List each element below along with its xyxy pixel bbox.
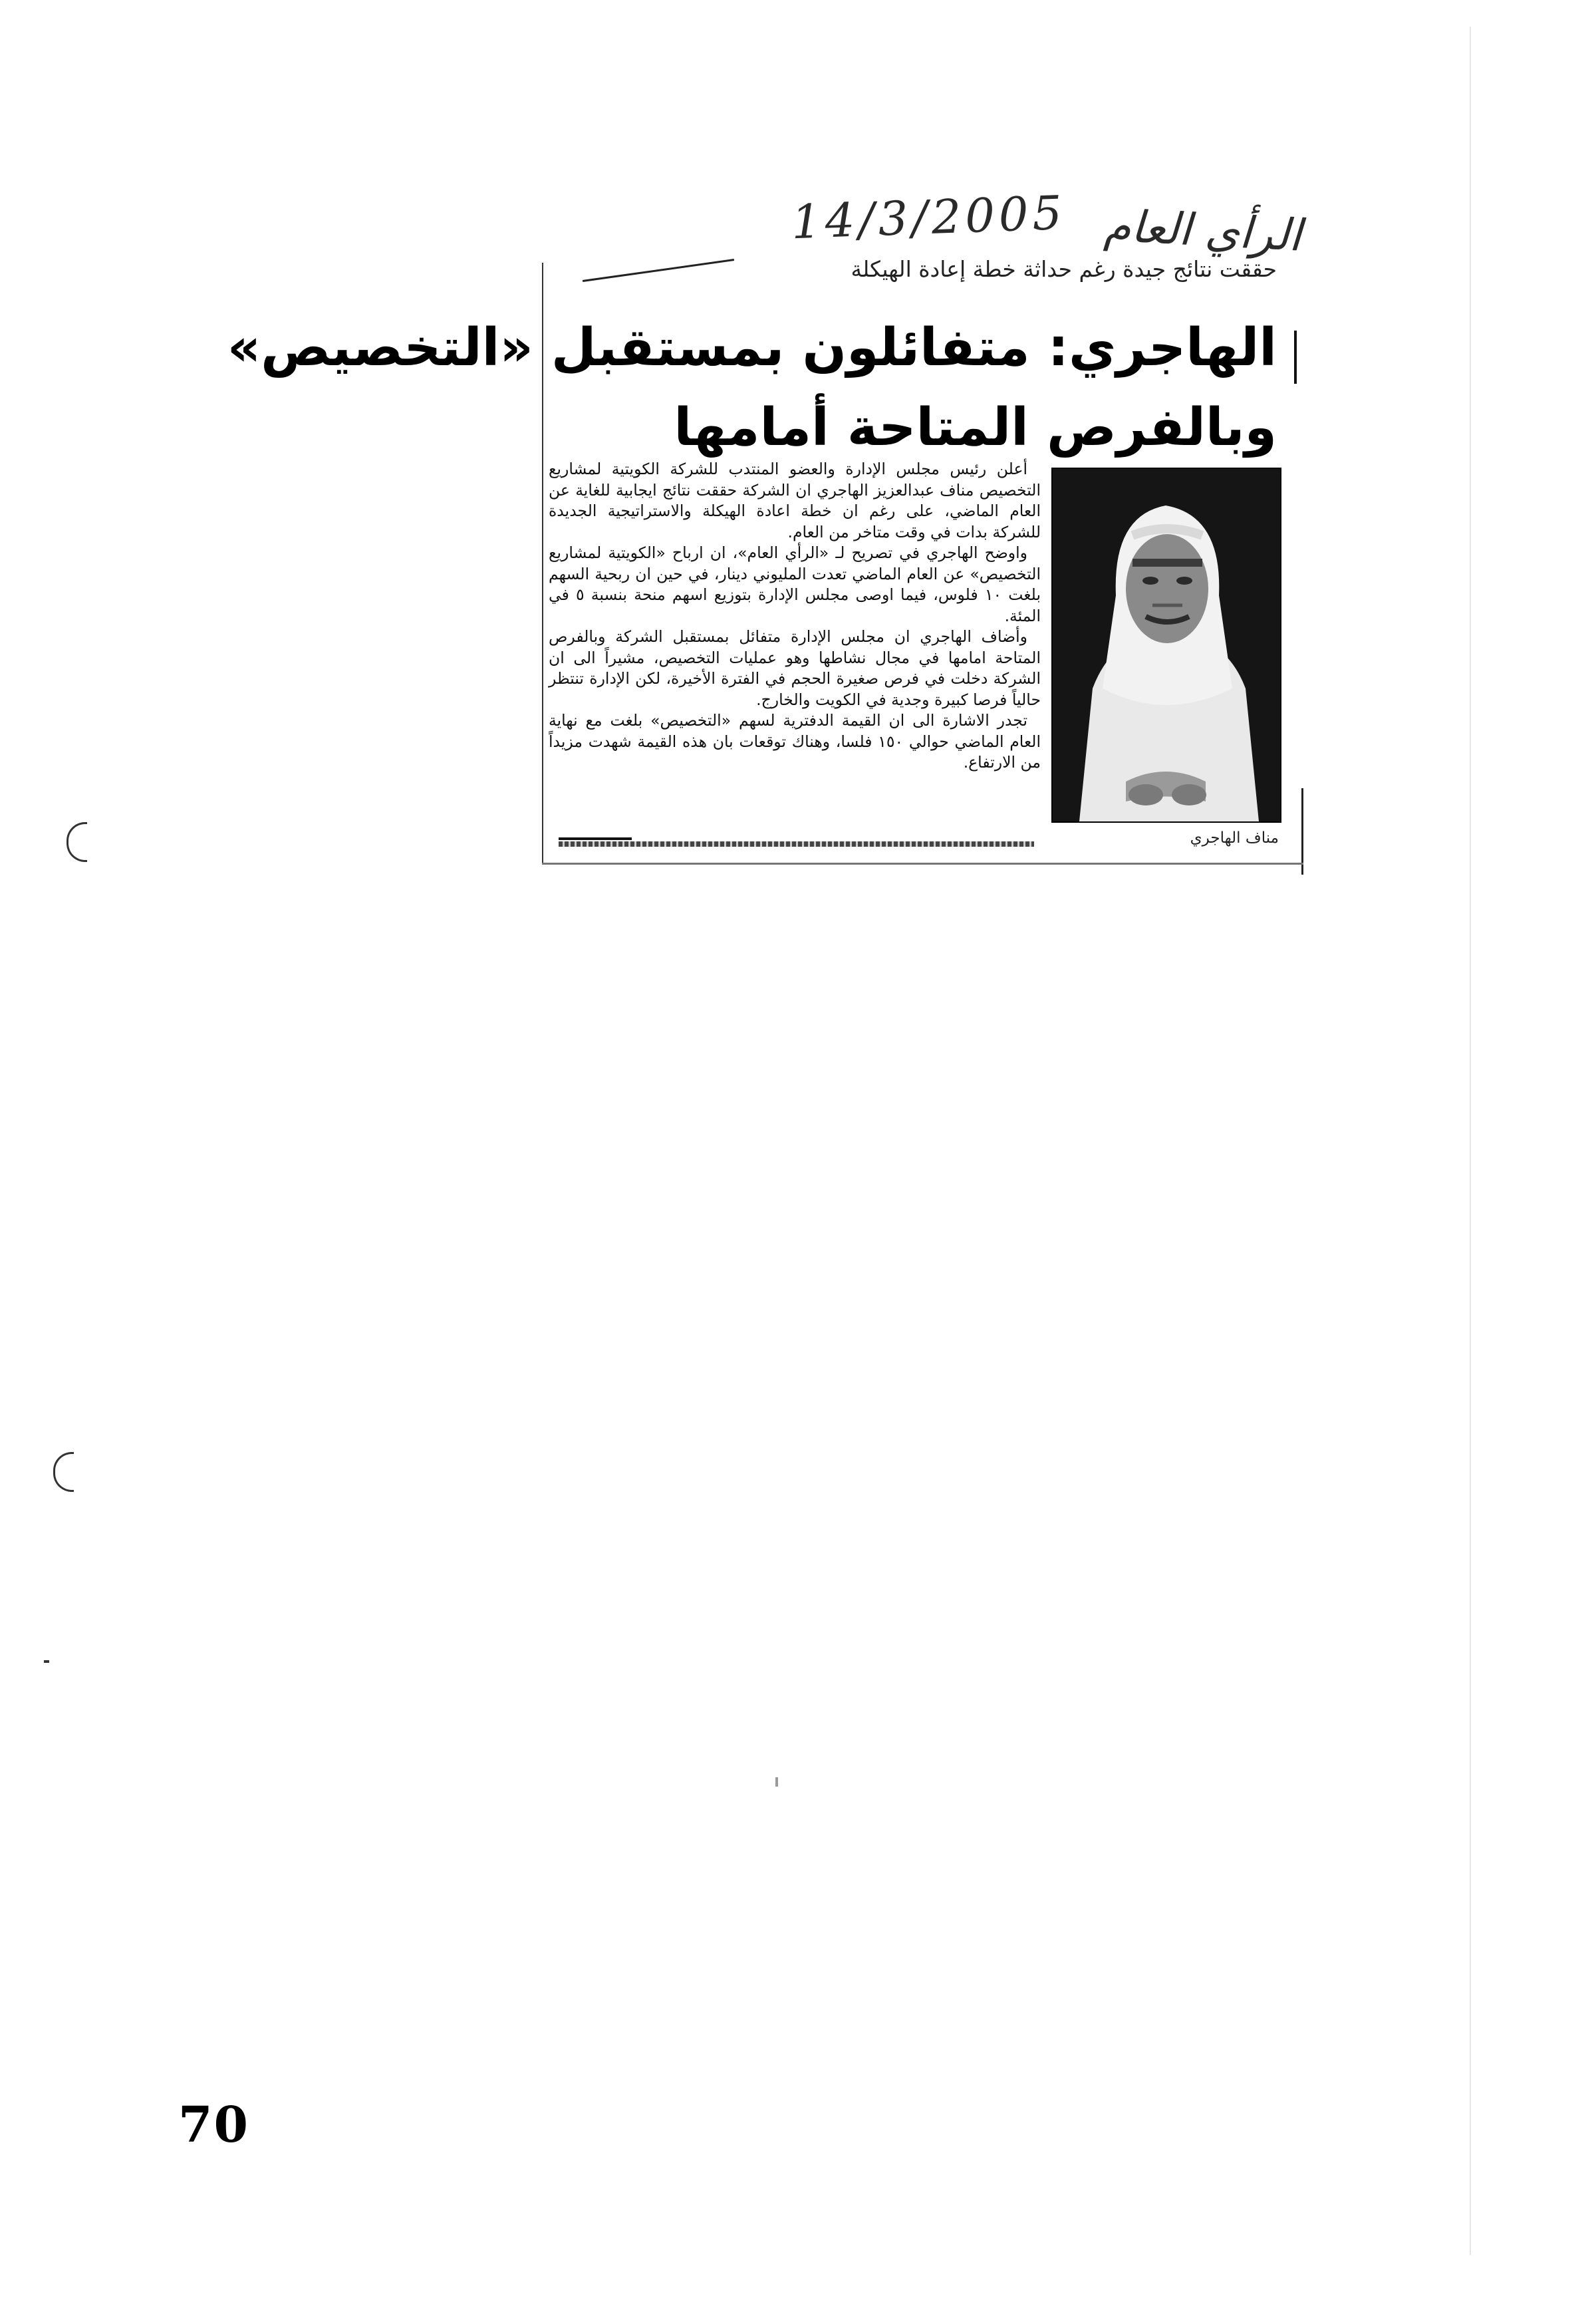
article-paragraph: تجدر الاشارة الى ان القيمة الدفترية لسهم «التخصيص» بلغت مع نهاية العام الماضي حوالي ١٥٠ فلسا، وهناك توقعات بان هذه القيمة شهدت مزيداً من الارتفاع. (549, 711, 1041, 772)
handwritten-date: 14/3/2005 (790, 185, 1067, 250)
headline-line-1: الهاجري: متفائلون بمستقبل «التخصيص» (227, 318, 1277, 378)
article-headline (227, 308, 1277, 468)
page-number: 70 (178, 2097, 249, 2154)
clipping-right-border (1301, 788, 1303, 875)
article-paragraph: أعلن رئيس مجلس الإدارة والعضو المنتدب للشركة الكويتية لمشاريع التخصيص مناف عبدالعزيز الهاجري ان الشركة حققت نتائج ايجابية للغاية عن العام الماضي، على رغم ان خطة اعادة الهيكلة والاستراتيجية الجديدة للشركة بدات في وقت متاخر من العام. (549, 460, 1041, 541)
article-kicker: حققت نتائج جيدة رغم حداثة خطة إعادة الهيكلة (851, 256, 1277, 282)
article-paragraph: واوضح الهاجري في تصريح لـ «الرأي العام»، ان ارباح «الكويتية لمشاريع التخصيص» عن العام الماضي تعدت المليوني دينار، في حين ان ربحية السهم بلغت ١٠ فلوس، فيما اوصى مجلس الإدارة بتوزيع اسهم منحة بنسبة ٥ في المئة. (549, 543, 1041, 625)
newspaper-clipping (227, 256, 1303, 878)
headline-line-2: وبالفرص المتاحة أمامها (674, 398, 1277, 458)
portrait-photo-image (1053, 469, 1280, 821)
article-end-rule (559, 837, 632, 840)
scan-speck (44, 1660, 49, 1663)
binder-hole (66, 822, 87, 862)
scan-speck (775, 1777, 778, 1787)
article-body (549, 459, 1041, 851)
handwritten-source-note: الرأي العام (1103, 200, 1303, 261)
headline-side-rule (1294, 331, 1297, 384)
page-edge-shadow (1470, 27, 1471, 2255)
clipping-bottom-edge (542, 863, 1303, 865)
binder-hole (53, 1452, 74, 1492)
portrait-photo (1051, 468, 1281, 823)
article-paragraph: وأضاف الهاجري ان مجلس الإدارة متفائل بمستقبل الشركة وبالفرص المتاحة امامها في مجال نشاطها وهو عمليات التخصيص، مشيراً الى ان الشركة دخلت في فرص صغيرة الحجم في الفترة الأخيرة، لكن الإدارة تنتظر حالياً فرصا كبيرة وجدية في الكويت والخارج. (549, 627, 1041, 709)
clipping-bottom-rule (559, 841, 1034, 847)
photo-caption: مناف الهاجري (1190, 829, 1279, 847)
